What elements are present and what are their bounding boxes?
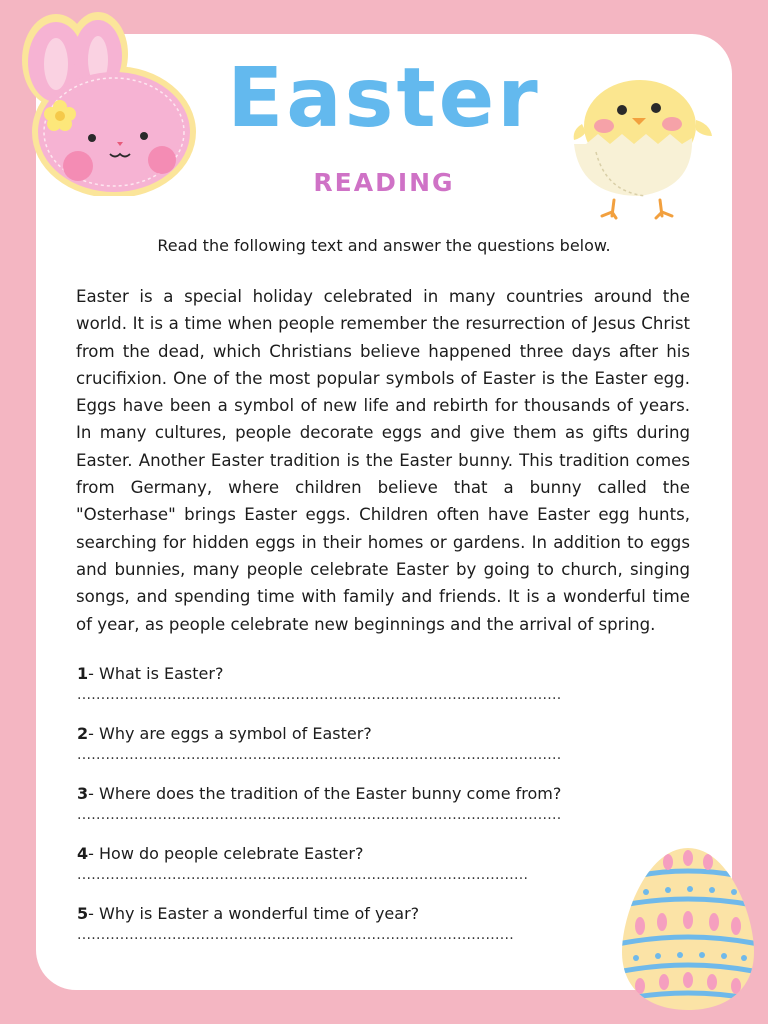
question-label: Why is Easter a wonderful time of year? <box>93 904 420 923</box>
question-label: What is Easter? <box>93 664 224 683</box>
answer-line[interactable]: ...................................................................................................... <box>77 688 562 702</box>
page-subtitle: READING <box>313 168 455 197</box>
answer-line[interactable]: ............................................................................................ <box>77 928 515 942</box>
question-separator: - <box>88 904 94 923</box>
question-item <box>77 780 697 840</box>
question-separator: - <box>88 784 94 803</box>
question-label: How do people celebrate Easter? <box>93 844 364 863</box>
question-separator: - <box>88 724 94 743</box>
answer-line[interactable]: ...................................................................................................... <box>77 748 562 762</box>
question-number: 4 <box>77 844 89 863</box>
question-text <box>77 720 697 748</box>
question-number: 2 <box>77 724 89 743</box>
questions-list <box>77 660 697 960</box>
question-item <box>77 840 697 900</box>
question-separator: - <box>88 844 94 863</box>
answer-line[interactable]: ............................................................................................... <box>77 868 529 882</box>
question-number: 5 <box>77 904 89 923</box>
question-text <box>77 660 697 688</box>
question-item <box>77 900 697 960</box>
question-number: 1 <box>77 664 89 683</box>
page-title: Easter <box>227 51 541 146</box>
answer-line[interactable]: ...................................................................................................... <box>77 808 562 822</box>
question-text <box>77 900 697 928</box>
question-separator: - <box>88 664 94 683</box>
question-label: Why are eggs a symbol of Easter? <box>93 724 372 743</box>
question-label: Where does the tradition of the Easter bunny come from? <box>93 784 562 803</box>
reading-passage: Easter is a special holiday celebrated in many countries around the world. It is a time when people remember the resurrection of Jesus Christ from the dead, which Christians believe happened three days after his crucifixion. One of the most popular symbols of Easter is the Easter egg. Eggs have been a symbol of new life and rebirth for thousands of years. In many cultures, people decorate eggs and give them as gifts during Easter. Another Easter tradition is the Easter bunny. This tradition comes from Germany, where children believe that a bunny called the "Osterhase" brings Easter eggs. Children often have Easter egg hunts, searching for hidden eggs in their homes or gardens. In addition to eggs and bunnies, many people celebrate Easter by going to church, singing songs, and spending time with family and friends. It is a wonderful time of year, as people celebrate new beginnings and the arrival of spring. <box>76 287 690 634</box>
question-text <box>77 780 697 808</box>
question-item <box>77 660 697 720</box>
question-text <box>77 840 697 868</box>
question-item <box>77 720 697 780</box>
question-number: 3 <box>77 784 89 803</box>
instructions-text: Read the following text and answer the questions below. <box>157 236 611 255</box>
